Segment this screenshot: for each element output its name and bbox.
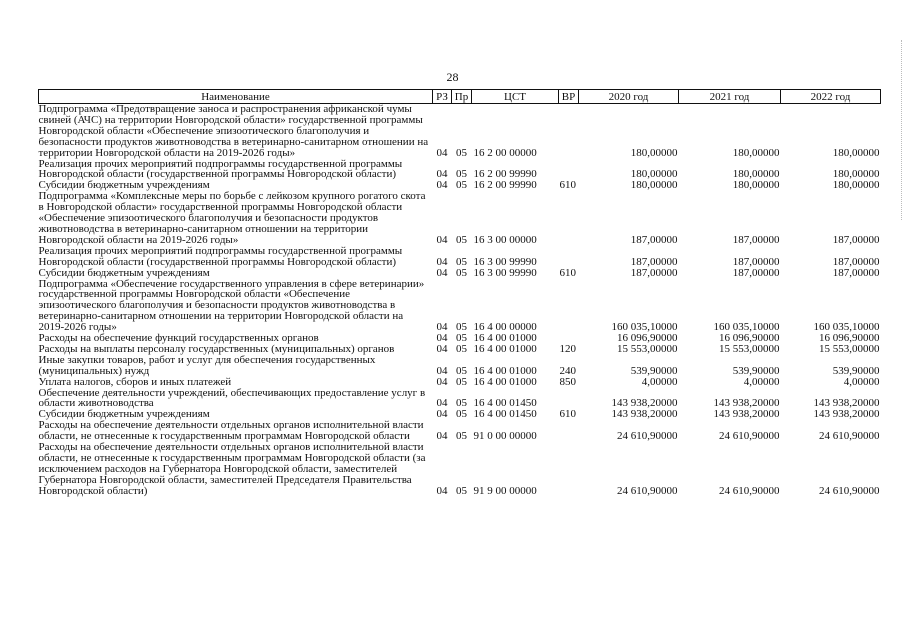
header-2021: 2021 год (679, 90, 781, 104)
table-row (39, 377, 881, 388)
row-pr: 05 (456, 255, 467, 268)
row-name: Иные закупки товаров, работ и услуг для обеспечения государственных (муниципальных) нужд (38, 353, 376, 377)
row-2020-value: 187,00000 (630, 255, 678, 268)
row-2020-value: 180,00000 (630, 168, 678, 181)
row-pr: 05 (456, 146, 467, 159)
table-row (39, 420, 881, 442)
row-pr: 05 (456, 321, 467, 334)
row-cst: 16 4 00 01450 (473, 397, 537, 410)
scan-edge-mark (901, 40, 903, 220)
row-rz: 04 (436, 364, 448, 377)
row-pr: 05 (456, 408, 467, 421)
row-2021-value: 143 938,20000 (713, 397, 780, 410)
row-name: Расходы на выплаты персоналу государственных (муниципальных) органов (38, 342, 395, 355)
table-header-row (39, 90, 881, 104)
header-2020: 2020 год (579, 90, 679, 104)
row-2020-value: 143 938,20000 (611, 397, 678, 410)
row-name: Субсидии бюджетным учреждениям (38, 266, 210, 279)
table-row (39, 191, 881, 246)
row-pr: 05 (456, 364, 467, 377)
row-vr (559, 191, 579, 246)
row-2022-value: 143 938,20000 (813, 408, 880, 421)
row-rz: 04 (436, 321, 448, 334)
row-name: Обеспечение деятельности учреждений, обеспечивающих предоставление услуг в области животноводства (38, 386, 426, 410)
row-cst: 16 4 00 01000 (473, 342, 537, 355)
row-2022-value: 180,00000 (832, 146, 880, 159)
row-vr (559, 104, 579, 159)
row-vr (559, 159, 579, 181)
row-cst: 16 4 00 00000 (473, 321, 537, 334)
row-2022-value: 24 610,90000 (819, 430, 880, 443)
row-cst: 16 3 00 99990 (473, 266, 537, 279)
row-vr: 240 (559, 364, 576, 377)
row-pr: 05 (456, 179, 467, 192)
header-2022: 2022 год (781, 90, 881, 104)
row-2021-value: 24 610,90000 (719, 430, 780, 443)
row-2022-value: 4,00000 (843, 375, 880, 388)
row-2021-value: 16 096,90000 (719, 332, 780, 345)
row-2020-value: 180,00000 (630, 146, 678, 159)
row-rz: 04 (436, 484, 448, 497)
row-2022-value: 16 096,90000 (819, 332, 880, 345)
row-vr: 610 (559, 266, 576, 279)
header-rz: РЗ (433, 90, 452, 104)
row-vr: 850 (559, 375, 576, 388)
row-2021-value: 187,00000 (732, 233, 780, 246)
row-2022-value: 160 035,10000 (813, 321, 880, 334)
row-cst: 16 4 00 01000 (473, 364, 537, 377)
row-rz: 04 (436, 146, 448, 159)
row-vr (559, 442, 579, 497)
budget-table (38, 89, 881, 497)
row-name: Подпрограмма «Обеспечение государственного управления в сфере ветеринарии» государственной программы Новгородской области «Обеспечение эпизоотического благополучия и безопасности продуктов животноводства в ветеринарно-санитарном отношении на территории Новгородской области на 2019-2026 годы» (38, 277, 425, 334)
row-cst: 16 4 00 01000 (473, 332, 537, 345)
row-vr (559, 420, 579, 442)
header-pr: Пр (452, 90, 472, 104)
row-2020-value: 539,90000 (630, 364, 678, 377)
row-2020-value: 187,00000 (630, 233, 678, 246)
row-2020-value: 16 096,90000 (617, 332, 678, 345)
row-2022-value: 24 610,90000 (819, 484, 880, 497)
row-vr: 610 (559, 408, 576, 421)
row-name: Субсидии бюджетным учреждениям (38, 408, 210, 421)
row-pr: 05 (456, 266, 467, 279)
row-cst: 16 2 00 00000 (473, 146, 537, 159)
row-2022-value: 15 553,00000 (819, 342, 880, 355)
row-cst: 16 4 00 01450 (473, 408, 537, 421)
row-rz: 04 (436, 266, 448, 279)
row-2021-value: 187,00000 (732, 255, 780, 268)
row-vr: 120 (559, 342, 576, 355)
row-2022-value: 143 938,20000 (813, 397, 880, 410)
row-2021-value: 180,00000 (732, 168, 780, 181)
row-2020-value: 15 553,00000 (617, 342, 678, 355)
table-body (39, 104, 881, 497)
table-row (39, 442, 881, 497)
row-pr: 05 (456, 375, 467, 388)
row-2020-value: 24 610,90000 (617, 430, 678, 443)
row-cst: 16 3 00 00000 (473, 233, 537, 246)
row-2021-value: 4,00000 (743, 375, 780, 388)
row-name: Расходы на обеспечение деятельности отдельных органов исполнительной власти области, не отнесенные к государственным программам Новгородской области (за исключением расходов на Губернатора Новгородской области, заместителей Губернатора Новгородской области, заместителей Председателя Правительства Новгородской области) (38, 441, 426, 497)
row-2020-value: 187,00000 (630, 266, 678, 279)
header-cst: ЦСТ (472, 90, 559, 104)
row-pr: 05 (456, 233, 467, 246)
row-cst: 16 2 00 99990 (473, 168, 537, 181)
row-name: Расходы на обеспечение деятельности отдельных органов исполнительной власти области, не отнесенные к государственным программам Новгородской области (38, 419, 424, 443)
row-cst: 91 0 00 00000 (473, 430, 537, 443)
row-name: Расходы на обеспечение функций государственных органов (38, 332, 319, 345)
row-cst: 16 2 00 99990 (473, 179, 537, 192)
row-2021-value: 539,90000 (732, 364, 780, 377)
row-vr (559, 279, 579, 334)
row-2020-value: 160 035,10000 (611, 321, 678, 334)
row-name: Подпрограмма «Комплексные меры по борьбе с лейкозом крупного рогатого скота в Новгородской области» государственной программы Новгородской области «Обеспечение эпизоотического благополучия и безопасности продуктов животноводства в ветеринарно-санитарном отношении на территории Новгородской области на 2019-2026 годы» (38, 190, 426, 246)
row-2021-value: 24 610,90000 (719, 484, 780, 497)
table-row (39, 279, 881, 334)
row-2022-value: 539,90000 (832, 364, 880, 377)
row-2020-value: 180,00000 (630, 179, 678, 192)
row-pr: 05 (456, 484, 467, 497)
row-2022-value: 180,00000 (832, 179, 880, 192)
row-name: Подпрограмма «Предотвращение заноса и распространения африканской чумы свиней (АЧС) на территории Новгородской области» государственной программы Новгородской области «Обеспечение эпизоотического благополучия и безопасности продуктов животноводства в ветеринарно-санитарном отношении на территории Новгородской области на 2019-2026 годы» (38, 103, 429, 159)
row-rz: 04 (436, 332, 448, 345)
row-2021-value: 187,00000 (732, 266, 780, 279)
row-rz: 04 (436, 408, 448, 421)
row-rz: 04 (436, 179, 448, 192)
row-pr: 05 (456, 168, 467, 181)
row-rz: 04 (436, 342, 448, 355)
row-2022-value: 187,00000 (832, 233, 880, 246)
row-rz: 04 (436, 168, 448, 181)
row-name: Уплата налогов, сборов и иных платежей (38, 375, 232, 388)
row-2020-value: 4,00000 (641, 375, 678, 388)
page-number: 28 (446, 70, 459, 84)
row-cst: 16 3 00 99990 (473, 255, 537, 268)
row-rz: 04 (436, 430, 448, 443)
header-vr: ВР (559, 90, 579, 104)
row-name: Реализация прочих мероприятий подпрограммы государственной программы Новгородской области (государственной программы Новгородской области) (38, 157, 403, 181)
row-pr: 05 (456, 342, 467, 355)
row-pr: 05 (456, 430, 467, 443)
table-row (39, 268, 881, 279)
table-row (39, 355, 881, 377)
row-name: Реализация прочих мероприятий подпрограммы государственной программы Новгородской области (государственной программы Новгородской области) (38, 244, 403, 268)
row-2022-value: 180,00000 (832, 168, 880, 181)
row-2020-value: 24 610,90000 (617, 484, 678, 497)
row-rz: 04 (436, 375, 448, 388)
row-2021-value: 143 938,20000 (713, 408, 780, 421)
row-rz: 04 (436, 255, 448, 268)
row-vr (559, 388, 579, 410)
row-2021-value: 180,00000 (732, 179, 780, 192)
table-row (39, 159, 881, 181)
row-2021-value: 160 035,10000 (713, 321, 780, 334)
row-rz: 04 (436, 397, 448, 410)
row-pr: 05 (456, 397, 467, 410)
row-2020-value: 143 938,20000 (611, 408, 678, 421)
row-pr: 05 (456, 332, 467, 345)
row-2021-value: 15 553,00000 (719, 342, 780, 355)
row-cst: 16 4 00 01000 (473, 375, 537, 388)
row-cst: 91 9 00 00000 (473, 484, 537, 497)
table-row (39, 104, 881, 159)
table-row (39, 246, 881, 268)
row-vr (559, 246, 579, 268)
row-vr: 610 (559, 179, 576, 192)
row-2022-value: 187,00000 (832, 255, 880, 268)
row-2021-value: 180,00000 (732, 146, 780, 159)
table-row (39, 388, 881, 410)
row-rz: 04 (436, 233, 448, 246)
header-name: Наименование (39, 90, 433, 104)
row-2022-value: 187,00000 (832, 266, 880, 279)
row-name: Субсидии бюджетным учреждениям (38, 179, 210, 192)
